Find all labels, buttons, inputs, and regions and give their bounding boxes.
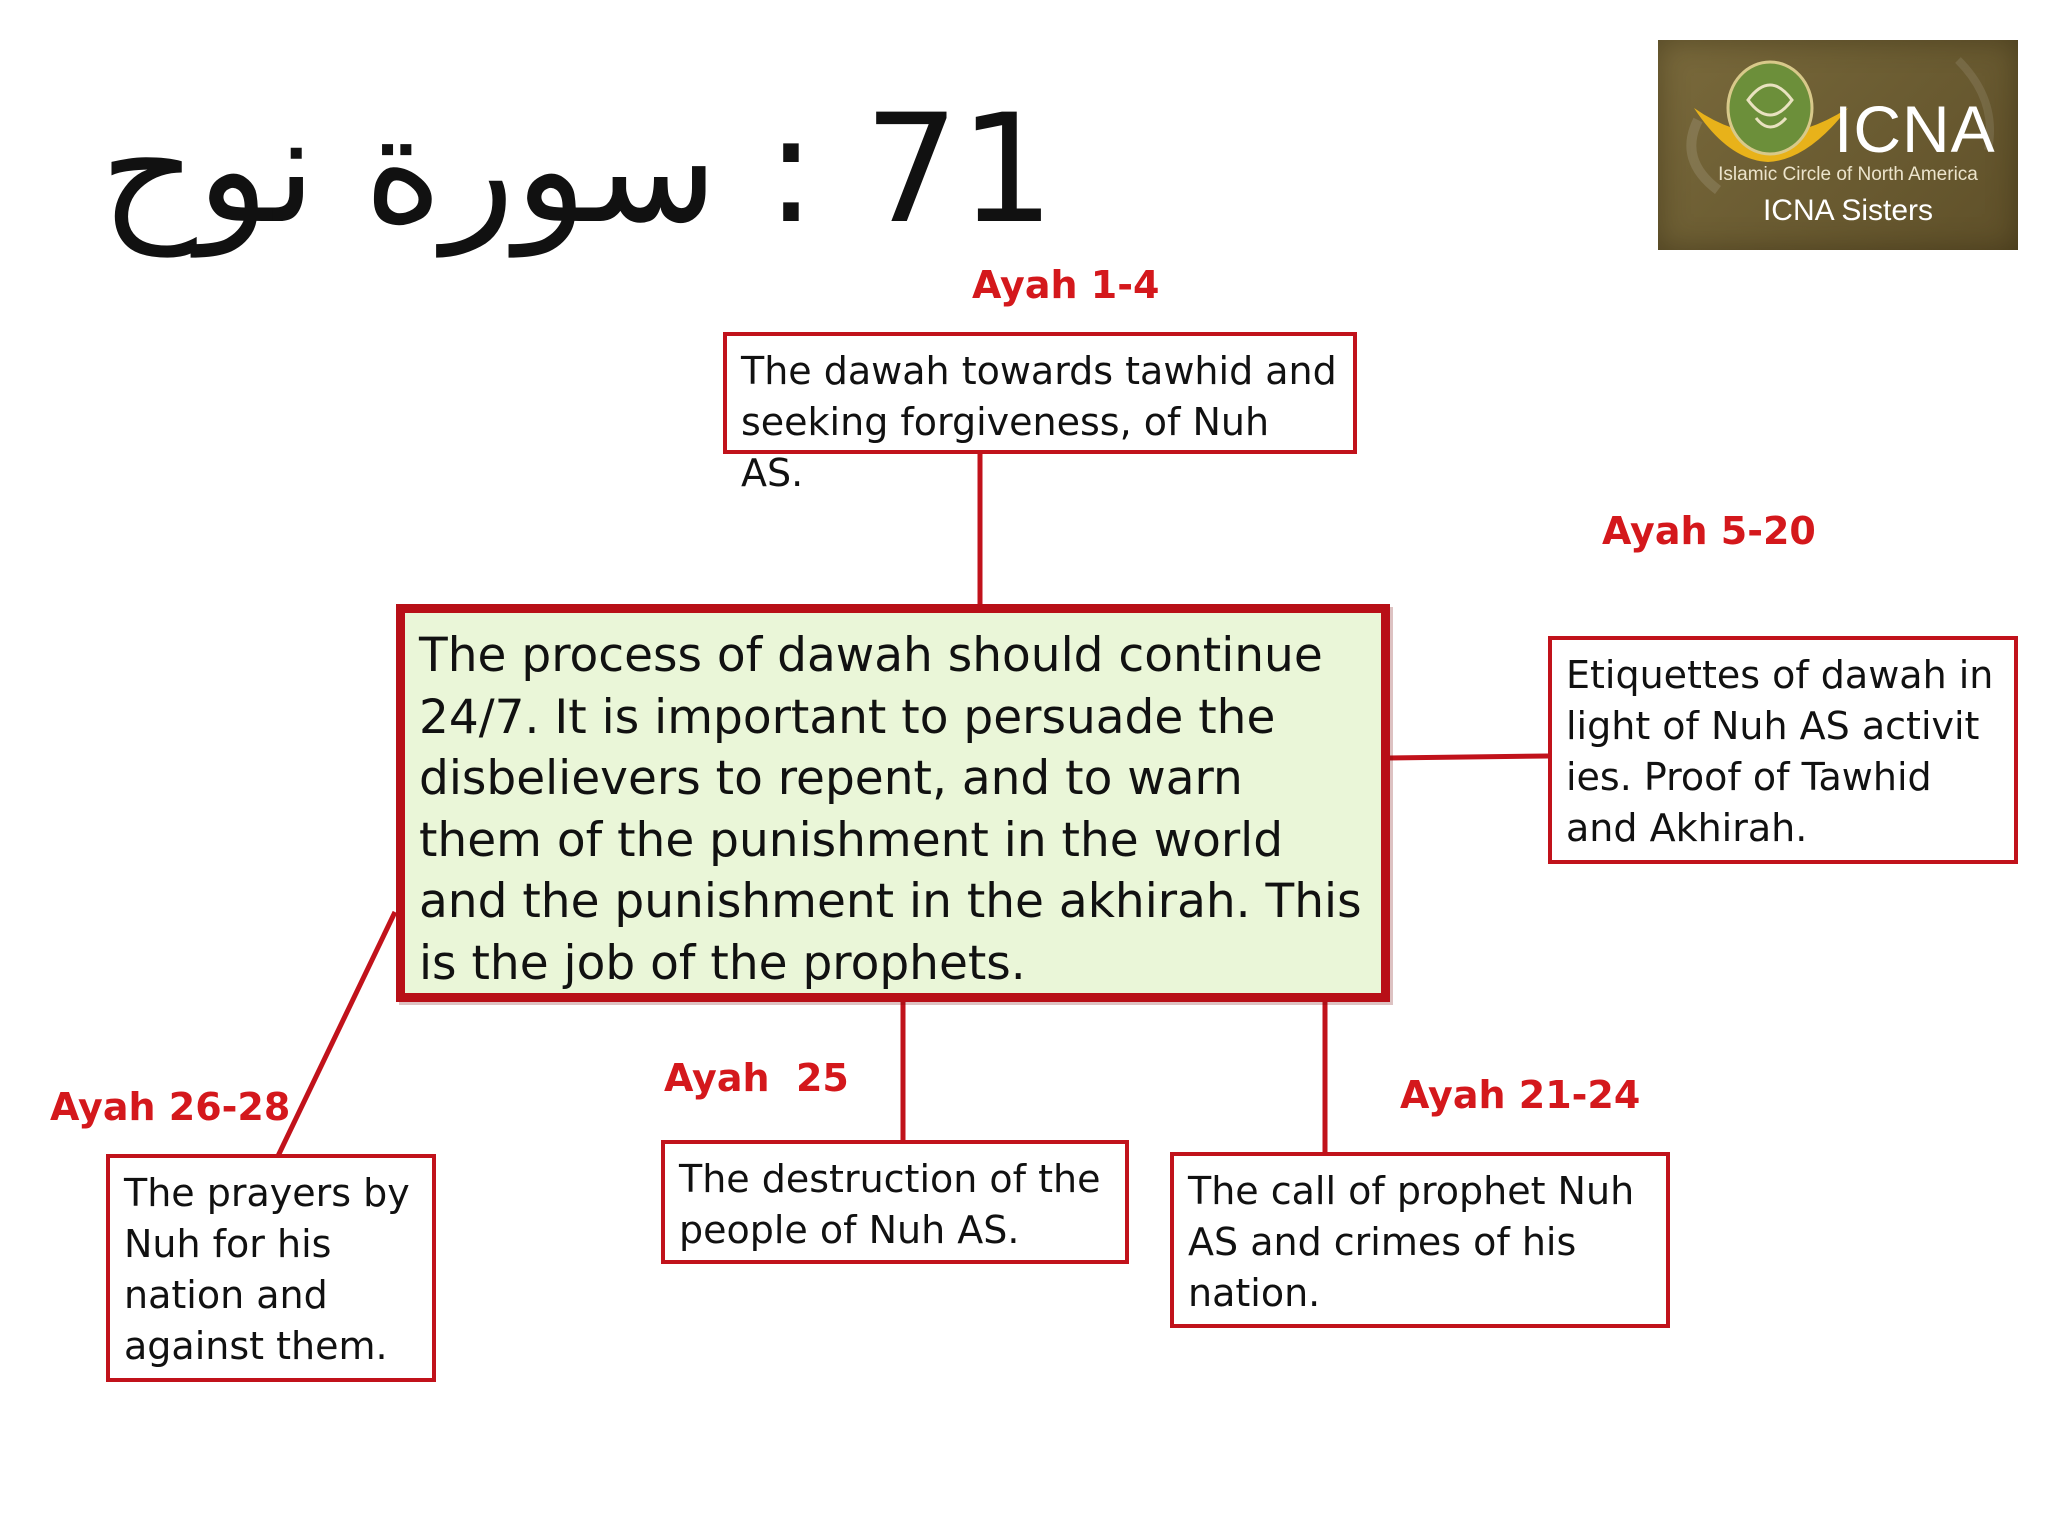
center-summary-text: The process of dawah should continue 24/7. It is important to persuade the disbelievers to repent, and to warn them of the punishment in the world and the punishment in the akhirah. This is the job of the prophets.	[419, 628, 1362, 991]
node-box-ayah-1-4	[723, 332, 1357, 495]
label-ayah-25: Ayah 25	[664, 1056, 849, 1100]
node-box-ayah-25	[661, 1140, 1129, 1264]
node-text-ayah-26-28: The prayers by Nuh for his nation and against them.	[124, 1171, 410, 1368]
title-separator: :	[765, 83, 817, 257]
logo-tagline: Islamic Circle of North America	[1718, 164, 1978, 185]
surah-number: 71	[863, 83, 1055, 257]
center-summary-box	[396, 604, 1390, 1002]
label-ayah-5-20: Ayah 5-20	[1602, 509, 1816, 553]
label-ayah-21-24: Ayah 21-24	[1400, 1073, 1641, 1117]
label-ayah-1-4: Ayah 1-4	[972, 263, 1160, 307]
logo-name: ICNA	[1834, 92, 1996, 166]
node-box-ayah-21-24	[1170, 1152, 1670, 1328]
node-text-ayah-5-20: Etiquettes of dawah in light of Nuh AS activit ies. Proof of Tawhid and Akhirah.	[1566, 653, 1994, 850]
node-box-ayah-26-28	[106, 1154, 436, 1382]
connector-right	[1387, 756, 1548, 758]
node-text-ayah-25: The destruction of the people of Nuh AS.	[679, 1157, 1101, 1252]
arabic-surah-name: سورة نوح	[100, 83, 718, 257]
logo-subtitle: ICNA Sisters	[1762, 194, 1934, 227]
node-text-ayah-21-24: The call of prophet Nuh AS and crimes of his nation.	[1188, 1169, 1635, 1315]
connector-bottom-left	[278, 912, 395, 1156]
node-box-ayah-5-20	[1548, 636, 2018, 864]
label-ayah-26-28: Ayah 26-28	[50, 1085, 291, 1129]
node-text-ayah-1-4: The dawah towards tawhid and seeking forgiveness, of Nuh AS.	[741, 349, 1337, 495]
